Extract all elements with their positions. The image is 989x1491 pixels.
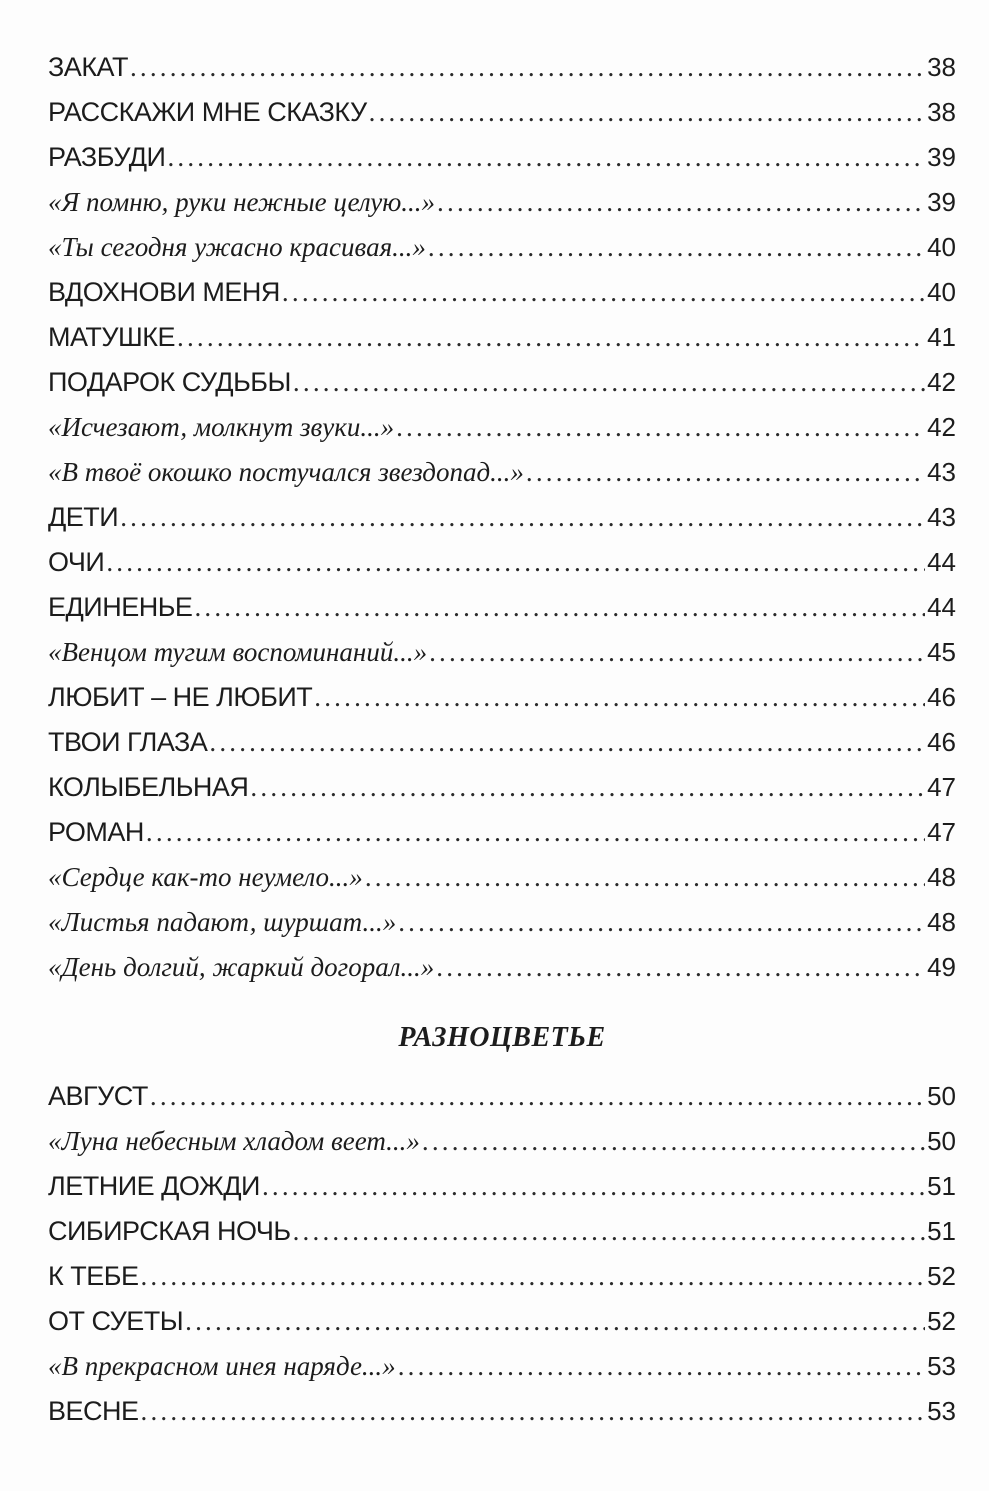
toc-entry-page-number: 53 xyxy=(927,1351,956,1381)
toc-entry-title: ОЧИ xyxy=(48,547,105,577)
toc-leader-dots xyxy=(396,405,925,450)
toc-entry-title: К ТЕБЕ xyxy=(48,1261,139,1291)
toc-leader-dots xyxy=(141,1389,926,1434)
toc-leader-dots xyxy=(146,810,925,855)
toc-leader-dots xyxy=(194,585,925,630)
toc-leader-dots xyxy=(250,765,925,810)
toc-leader-dots xyxy=(293,1209,925,1254)
toc-leader-dots xyxy=(398,1344,925,1389)
toc-entry-page-number: 41 xyxy=(927,322,956,352)
toc-entry-title: «Луна небесным хладом веет...» xyxy=(48,1126,420,1156)
toc-entry xyxy=(48,675,956,720)
toc-leader-dots xyxy=(398,900,925,945)
toc-entry-title: ЛЕТНИЕ ДОЖДИ xyxy=(48,1171,260,1201)
toc-entry-title: КОЛЫБЕЛЬНАЯ xyxy=(48,772,249,802)
toc-leader-dots xyxy=(526,450,925,495)
toc-entry xyxy=(48,90,956,135)
toc-leader-dots xyxy=(437,180,925,225)
section-heading: РАЗНОЦВЕТЬЕ xyxy=(398,1022,606,1053)
toc-leader-dots xyxy=(262,1164,925,1209)
toc-entry-page-number: 46 xyxy=(927,727,956,757)
toc-entry xyxy=(48,765,956,810)
toc-leader-dots xyxy=(185,1299,925,1344)
toc-leader-dots xyxy=(436,945,925,990)
toc-entry-page-number: 51 xyxy=(927,1171,956,1201)
toc-leader-dots xyxy=(422,1119,925,1164)
toc-entry-title: ОТ СУЕТЫ xyxy=(48,1306,184,1336)
toc-entry-page-number: 51 xyxy=(927,1216,956,1246)
toc-entry-title: РАССКАЖИ МНЕ СКАЗКУ xyxy=(48,97,367,127)
toc-leader-dots xyxy=(369,90,925,135)
toc-entry xyxy=(48,1074,956,1119)
toc-entry-title: ЗАКАТ xyxy=(48,52,128,82)
toc-entry-page-number: 38 xyxy=(927,52,956,82)
toc-list-part1 xyxy=(48,45,956,990)
toc-entry-title: МАТУШКЕ xyxy=(48,322,176,352)
toc-entry-title: ВДОХНОВИ МЕНЯ xyxy=(48,277,280,307)
toc-entry xyxy=(48,1344,956,1389)
toc-entry xyxy=(48,1119,956,1164)
toc-entry-page-number: 42 xyxy=(927,412,956,442)
toc-leader-dots xyxy=(314,675,925,720)
toc-entry xyxy=(48,1299,956,1344)
toc-entry xyxy=(48,720,956,765)
toc-entry-title: «В прекрасном инея наряде...» xyxy=(48,1351,396,1381)
toc-entry xyxy=(48,495,956,540)
toc-entry-page-number: 45 xyxy=(927,637,956,667)
toc-leader-dots xyxy=(167,135,925,180)
toc-entry-title: ДЕТИ xyxy=(48,502,119,532)
toc-entry-title: «Сердце как-то неумело...» xyxy=(48,862,363,892)
toc-entry xyxy=(48,855,956,900)
toc-entry xyxy=(48,1389,956,1434)
toc-entry-title: ЛЮБИТ – НЕ ЛЮБИТ xyxy=(48,682,313,712)
toc-entry-page-number: 44 xyxy=(927,547,956,577)
toc-leader-dots xyxy=(150,1074,925,1119)
toc-leader-dots xyxy=(429,630,925,675)
toc-entry-page-number: 43 xyxy=(927,457,956,487)
toc-list-part2 xyxy=(48,1074,956,1434)
toc-entry xyxy=(48,270,956,315)
toc-entry-page-number: 48 xyxy=(927,907,956,937)
toc-entry-title: «Листья падают, шуршат...» xyxy=(48,907,397,937)
toc-entry xyxy=(48,630,956,675)
toc-leader-dots xyxy=(293,360,925,405)
toc-entry-title: СИБИРСКАЯ НОЧЬ xyxy=(48,1216,291,1246)
toc-entry xyxy=(48,1254,956,1299)
toc-entry xyxy=(48,180,956,225)
toc-entry-title: ПОДАРОК СУДЬБЫ xyxy=(48,367,291,397)
toc-entry xyxy=(48,225,956,270)
toc-entry-title: «Я помню, руки нежные целую...» xyxy=(48,187,436,217)
toc-entry-page-number: 38 xyxy=(927,97,956,127)
toc-leader-dots xyxy=(130,45,925,90)
toc-leader-dots xyxy=(428,225,925,270)
toc-leader-dots xyxy=(365,855,925,900)
toc-entry-page-number: 52 xyxy=(927,1261,956,1291)
toc-entry xyxy=(48,450,956,495)
toc-entry-page-number: 47 xyxy=(927,817,956,847)
toc-entry-page-number: 44 xyxy=(927,592,956,622)
toc-entry xyxy=(48,1209,956,1254)
toc-entry-title: «День долгий, жаркий догорал...» xyxy=(48,952,435,982)
toc-entry xyxy=(48,135,956,180)
toc-entry-page-number: 48 xyxy=(927,862,956,892)
toc-entry-title: «Исчезают, молкнут звуки...» xyxy=(48,412,395,442)
toc-leader-dots xyxy=(282,270,925,315)
toc-entry-page-number: 42 xyxy=(927,367,956,397)
toc-entry-page-number: 40 xyxy=(927,277,956,307)
toc-entry-page-number: 46 xyxy=(927,682,956,712)
toc-entry-page-number: 43 xyxy=(927,502,956,532)
toc-entry-title: ВЕСНЕ xyxy=(48,1396,139,1426)
toc-entry xyxy=(48,945,956,990)
toc-entry-page-number: 39 xyxy=(927,187,956,217)
toc-entry-title: «Ты сегодня ужасно красивая...» xyxy=(48,232,426,262)
toc-entry-page-number: 39 xyxy=(927,142,956,172)
toc-entry-title: «Венцом тугим воспоминаний...» xyxy=(48,637,428,667)
toc-entry-title: РАЗБУДИ xyxy=(48,142,166,172)
toc-entry xyxy=(48,585,956,630)
toc-entry-page-number: 52 xyxy=(927,1306,956,1336)
toc-entry-page-number: 50 xyxy=(927,1126,956,1156)
toc-leader-dots xyxy=(140,1254,925,1299)
toc-entry xyxy=(48,315,956,360)
toc-entry-page-number: 40 xyxy=(927,232,956,262)
toc-entry-page-number: 53 xyxy=(927,1396,956,1426)
toc-entry xyxy=(48,45,956,90)
toc-leader-dots xyxy=(106,540,925,585)
toc-entry xyxy=(48,540,956,585)
toc-leader-dots xyxy=(120,495,925,540)
table-of-contents-page xyxy=(48,45,956,1434)
toc-entry xyxy=(48,360,956,405)
toc-entry xyxy=(48,810,956,855)
toc-entry-page-number: 50 xyxy=(927,1081,956,1111)
toc-entry-title: АВГУСТ xyxy=(48,1081,148,1111)
toc-entry-title: ЕДИНЕНЬЕ xyxy=(48,592,193,622)
toc-entry-page-number: 49 xyxy=(927,952,956,982)
toc-entry xyxy=(48,1164,956,1209)
toc-entry-title: ТВОИ ГЛАЗА xyxy=(48,727,208,757)
toc-entry xyxy=(48,900,956,945)
toc-entry xyxy=(48,405,956,450)
toc-leader-dots xyxy=(177,315,925,360)
toc-leader-dots xyxy=(209,720,925,765)
toc-entry-title: РОМАН xyxy=(48,817,144,847)
toc-entry-title: «В твоё окошко постучался звездопад...» xyxy=(48,457,524,487)
toc-entry-page-number: 47 xyxy=(927,772,956,802)
